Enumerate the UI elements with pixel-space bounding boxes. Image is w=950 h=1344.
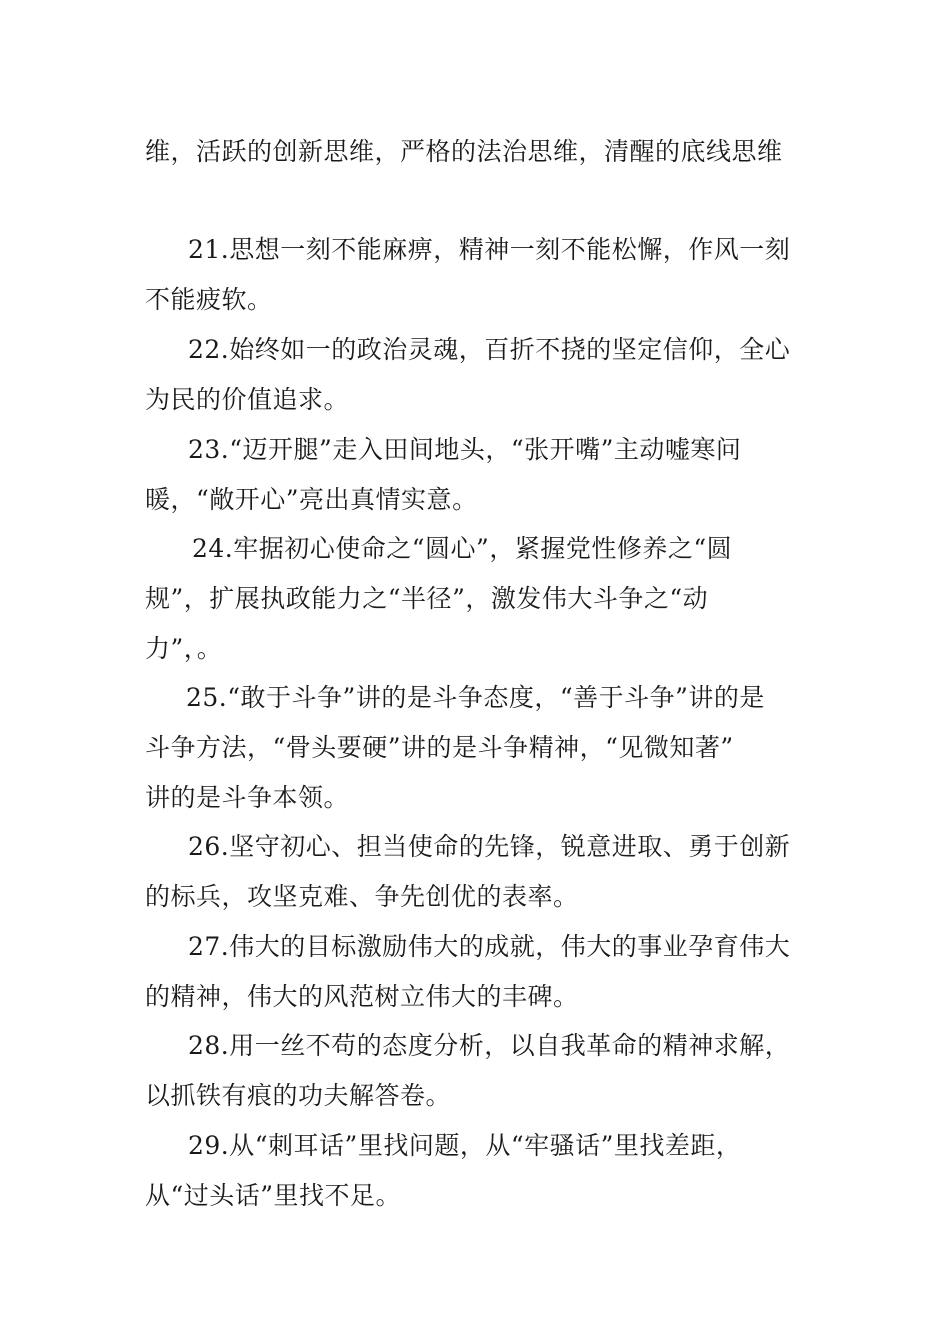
item-24-line-3: 力”，。 <box>145 634 223 663</box>
item-22-line-1: 22.始终如一的政治灵魂，百折不挠的坚定信仰，全心 <box>188 335 791 364</box>
item-29-line-2: 从“过头话”里找不足。 <box>145 1181 402 1210</box>
item-21-line-2: 不能疲软。 <box>145 285 273 314</box>
item-21-line-1: 21.思想一刻不能麻痹，精神一刻不能松懈，作风一刻 <box>188 235 791 264</box>
item-25-line-2: 斗争方法，“骨头要硬”讲的是斗争精神，“见微知著” <box>145 733 734 762</box>
item-28-line-1: 28.用一丝不苟的态度分析，以自我革命的精神求解， <box>188 1031 791 1060</box>
item-28-line-2: 以抓铁有痕的功夫解答卷。 <box>145 1081 452 1110</box>
item-24-line-1: 24.牢据初心使命之“圆心”，紧握党性修养之“圆 <box>192 534 733 563</box>
item-26-line-2: 的标兵，攻坚克难、争先创优的表率。 <box>145 882 579 911</box>
item-26-line-1: 26.坚守初心、担当使命的先锋，锐意进取、勇于创新 <box>188 832 791 861</box>
item-27-line-2: 的精神，伟大的风范树立伟大的丰碑。 <box>145 982 579 1011</box>
item-23-line-2: 暖，“敞开心”亮出真情实意。 <box>145 485 478 514</box>
item-23-line-1: 23.“迈开腿”走入田间地头，“张开嘴”主动嘘寒问 <box>188 435 742 464</box>
item-24-line-2: 规”，扩展执政能力之“半径”，激发伟大斗争之“动 <box>145 584 709 613</box>
item-27-line-1: 27.伟大的目标激励伟大的成就，伟大的事业孕育伟大 <box>188 932 791 961</box>
item-25-line-3: 讲的是斗争本领。 <box>145 783 350 812</box>
item-25-line-1: 25.“敢于斗争”讲的是斗争态度，“善于斗争”讲的是 <box>186 683 765 712</box>
text-line-continuation: 维，活跃的创新思维，严格的法治思维，清醒的底线思维 <box>145 137 783 166</box>
item-22-line-2: 为民的价值追求。 <box>145 385 350 414</box>
item-29-line-1: 29.从“刺耳话”里找问题，从“牢骚话”里找差距， <box>188 1131 742 1160</box>
